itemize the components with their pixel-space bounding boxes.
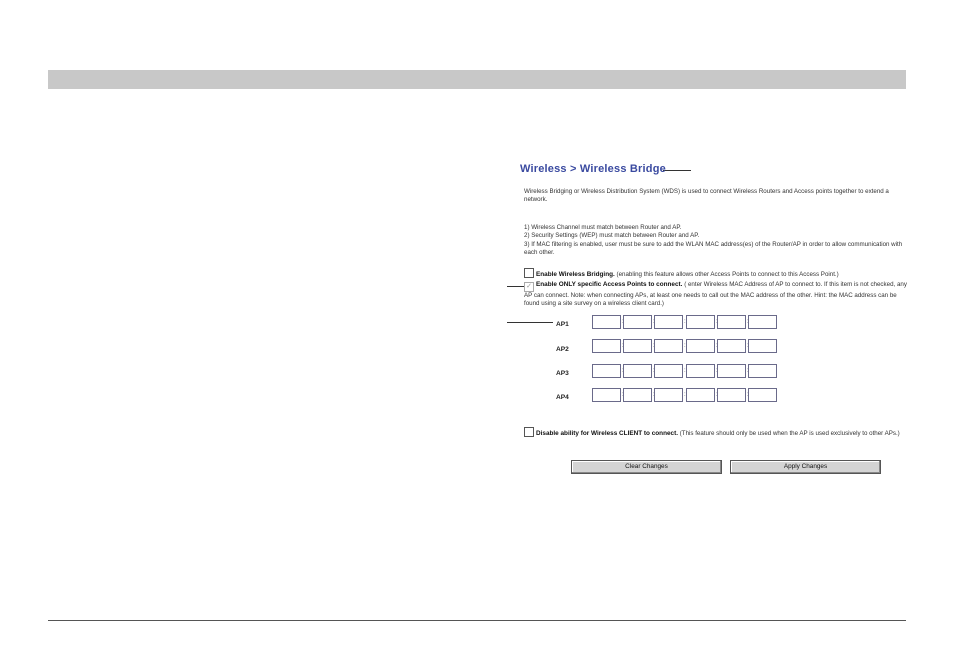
ap3-mac-field[interactable] (686, 364, 715, 378)
ap3-mac-field[interactable] (623, 364, 652, 378)
ap1-mac-field[interactable] (654, 315, 683, 329)
ap3-mac-field[interactable] (717, 364, 746, 378)
requirements-list (524, 224, 908, 258)
ap1-label: AP1 (556, 321, 569, 328)
ap4-mac-field[interactable] (623, 388, 652, 402)
ap2-mac-field[interactable] (592, 339, 621, 353)
ap1-mac-field[interactable] (748, 315, 777, 329)
ap1-mac-field[interactable] (717, 315, 746, 329)
enable-bridging-checkbox[interactable] (524, 268, 534, 278)
clear-changes-button[interactable]: Clear Changes (571, 460, 722, 474)
header-bar (48, 70, 906, 89)
ap2-label: AP2 (556, 346, 569, 353)
mac-separator: : (684, 368, 686, 374)
enable-specific-checkbox[interactable]: ✓ (524, 282, 534, 292)
ap4-mac-field[interactable] (748, 388, 777, 402)
ap3-mac-field[interactable] (654, 364, 683, 378)
mac-separator: : (684, 343, 686, 349)
enable-bridging-desc: (enabling this feature allows other Access Points to connect to this Access Point.) (616, 271, 839, 278)
rule-item: 2) Security Settings (WEP) must match between Router and AP. (524, 232, 700, 240)
callout-line-ap1 (507, 322, 553, 323)
apply-changes-button[interactable]: Apply Changes (730, 460, 881, 474)
enable-specific-option (524, 281, 908, 309)
ap1-mac-field[interactable] (686, 315, 715, 329)
mac-separator: : (684, 392, 686, 398)
enable-specific-desc: ( enter Wireless MAC Address of AP to connect to. If this item is not checked, any AP can connect. Note: when connecting APs, at least one needs to call out the MAC address of the other. Hint: the MAC address can be found using a site survey on a wireless client card.) (524, 281, 907, 308)
ap3-mac-field[interactable] (592, 364, 621, 378)
ap2-mac-field[interactable] (748, 339, 777, 353)
ap2-mac-field[interactable] (686, 339, 715, 353)
ap2-mac-field[interactable] (717, 339, 746, 353)
ap4-mac-field[interactable] (717, 388, 746, 402)
ap4-mac-field[interactable] (686, 388, 715, 402)
enable-bridging-label: Enable Wireless Bridging. (536, 271, 615, 278)
footer-rule (48, 620, 906, 621)
page-title: Wireless > Wireless Bridge (520, 163, 666, 175)
ap1-mac-field[interactable] (623, 315, 652, 329)
ap4-mac-field[interactable] (592, 388, 621, 402)
ap3-mac-field[interactable] (748, 364, 777, 378)
rule-item: 3) If MAC filtering is enabled, user must be sure to add the WLAN MAC address(es) of the Router/AP in order to allow communication with each other. (524, 240, 903, 257)
disable-client-option (524, 427, 908, 438)
mac-separator: : (684, 319, 686, 325)
intro-text: Wireless Bridging or Wireless Distribution System (WDS) is used to connect Wireless Routers and Access points together to extend a network. (524, 188, 889, 204)
ap2-mac-field[interactable] (654, 339, 683, 353)
disable-client-label: Disable ability for Wireless CLIENT to connect. (536, 430, 678, 437)
ap1-mac-field[interactable] (592, 315, 621, 329)
ap4-label: AP4 (556, 394, 569, 401)
enable-specific-label: Enable ONLY specific Access Points to connect. (536, 281, 683, 288)
rule-item: 1) Wireless Channel must match between Router and AP. (524, 224, 682, 231)
disable-client-checkbox[interactable] (524, 427, 534, 437)
disable-client-desc: (This feature should only be used when the AP is used exclusively to other APs.) (679, 430, 900, 437)
ap4-mac-field[interactable] (654, 388, 683, 402)
enable-bridging-option (524, 268, 908, 279)
callout-line-title (663, 170, 691, 171)
ap3-label: AP3 (556, 370, 569, 377)
ap2-mac-field[interactable] (623, 339, 652, 353)
